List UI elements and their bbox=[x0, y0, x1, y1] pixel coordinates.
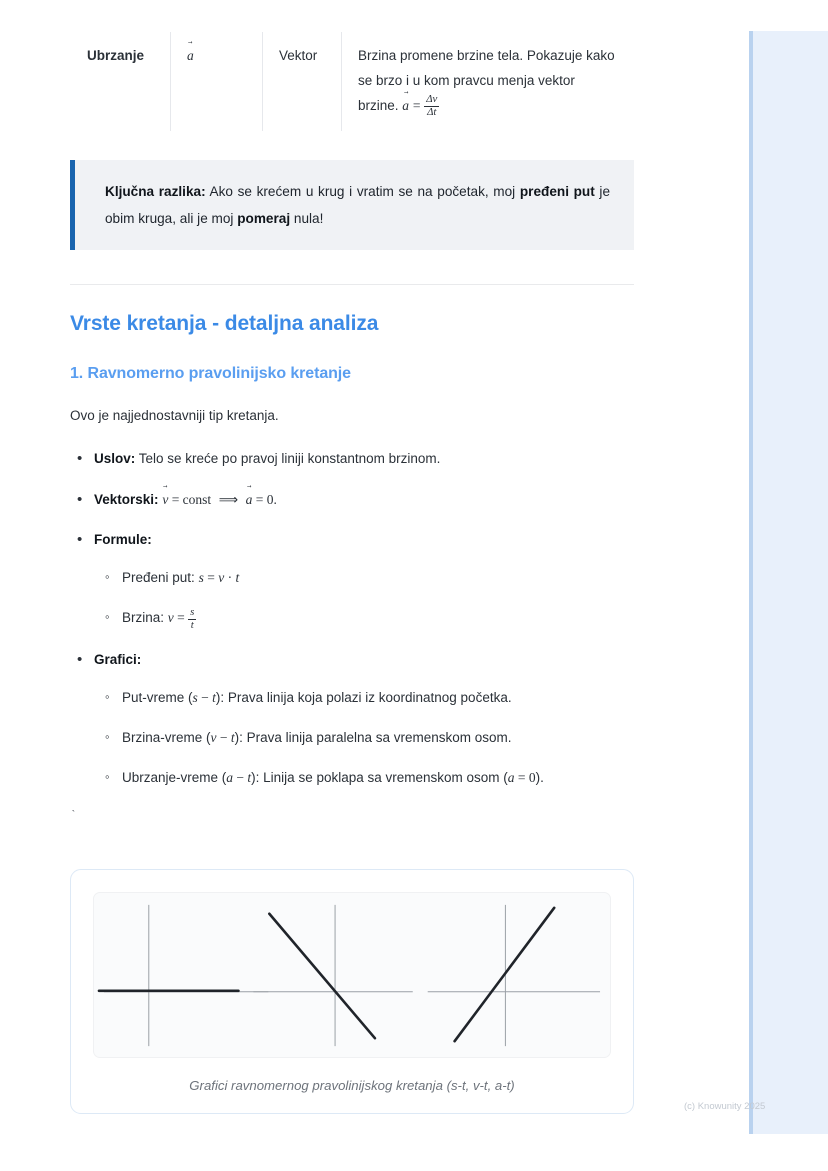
put-vreme-sym-t: t bbox=[212, 689, 216, 705]
ubrzanje-vreme-sym-a: a bbox=[226, 770, 234, 786]
desc-line-1: Brzina promene brzine tela. Pokazuje bbox=[358, 48, 583, 63]
vektorski-label: Vektorski: bbox=[94, 491, 159, 507]
brzina-vreme-pre: Brzina-vreme ( bbox=[122, 730, 211, 746]
right-side-panel-edge bbox=[749, 31, 753, 1134]
put-vreme-sym-s: s bbox=[192, 689, 198, 705]
fraction-numerator-s: s bbox=[190, 605, 195, 618]
symbol-acceleration-vector-2: a → bbox=[246, 488, 253, 512]
grafici-label: Grafici: bbox=[94, 652, 142, 668]
motion-graphs-svg bbox=[94, 893, 610, 1057]
table-cell-description bbox=[342, 32, 634, 132]
uslov-text: Telo se kreće po pravoj liniji konstantnom brzinom. bbox=[135, 451, 441, 467]
graph-1-horizontal-line bbox=[99, 905, 268, 1046]
ubrzanje-vreme-post: ): Linija se poklapa sa vremenskom osom ( bbox=[251, 770, 508, 786]
callout-text-a: Ako se krećem u krug i vratim se na početak, moj bbox=[205, 183, 520, 199]
ubrzanje-vreme-tail-close: ). bbox=[535, 770, 544, 786]
formula-v: v bbox=[218, 570, 225, 586]
brzina-vreme-sym-t: t bbox=[230, 730, 235, 746]
uslov-label: Uslov: bbox=[94, 451, 136, 467]
list-item-brzina bbox=[122, 606, 634, 631]
footer-copyright: (c) Knowunity 2025 bbox=[684, 1101, 766, 1112]
stray-backtick-text: ` bbox=[70, 809, 77, 822]
list-item-brzina-vreme bbox=[122, 726, 634, 750]
figure-caption: Grafici ravnomernog pravolinijskog kretanja (s-t, v-t, a-t) bbox=[189, 1077, 515, 1093]
formula-dot: · bbox=[224, 570, 236, 586]
put-vreme-dash: − bbox=[197, 689, 213, 705]
vektorski-eq-const: = const bbox=[168, 491, 212, 507]
ubrzanje-vreme-tail-sym: a bbox=[507, 770, 515, 786]
graph-2-negative-slope bbox=[253, 905, 412, 1046]
grafici-sublist bbox=[94, 686, 634, 791]
brzina-vreme-post: ): Prava linija paralelna sa vremenskom osom. bbox=[234, 730, 512, 746]
fraction-denominator-t: t bbox=[188, 619, 196, 632]
ubrzanje-vreme-tail-eq: = 0 bbox=[514, 770, 536, 786]
concept-table bbox=[70, 31, 634, 132]
callout-text-e: nula! bbox=[290, 211, 324, 227]
formula-fraction-s-over-t bbox=[188, 607, 196, 631]
graph-2-curve-decreasing bbox=[269, 913, 375, 1037]
put-vreme-pre: Put-vreme ( bbox=[122, 689, 193, 705]
list-item-put-vreme bbox=[122, 686, 634, 710]
table-row bbox=[71, 32, 634, 132]
formula-equals-1: = bbox=[203, 570, 219, 586]
formula-v-2: v bbox=[167, 610, 174, 626]
ubrzanje-vreme-pre: Ubrzanje-vreme ( bbox=[122, 770, 227, 786]
fraction-numerator: Δv bbox=[426, 93, 438, 106]
document-content bbox=[70, 0, 634, 1114]
ubrzanje-vreme-sym-t: t bbox=[247, 770, 252, 786]
list-item-grafici bbox=[94, 648, 634, 791]
formula-fraction-delta-v-over-delta-t bbox=[424, 94, 439, 118]
formule-sublist bbox=[94, 566, 634, 631]
list-item-ubrzanje-vreme bbox=[122, 766, 634, 790]
formule-label: Formule: bbox=[94, 532, 152, 548]
formula-lhs-acceleration: a → bbox=[402, 94, 409, 119]
table-cell-symbol bbox=[171, 32, 263, 132]
intro-paragraph: Ovo je najjednostavniji tip kretanja. bbox=[70, 408, 279, 424]
list-item-uslov bbox=[94, 447, 634, 471]
graphs-plot-area bbox=[93, 892, 611, 1058]
list-item-predjeni-put bbox=[122, 566, 634, 590]
page-title: Vrste kretanja - detaljna analiza bbox=[70, 312, 379, 336]
brzina-vreme-dash: − bbox=[216, 730, 231, 746]
formula-t: t bbox=[235, 570, 240, 586]
desc-line-2: kako se brzo i u kom pravcu menja bbox=[358, 48, 615, 88]
section-divider bbox=[70, 284, 634, 285]
graph-3-positive-slope bbox=[428, 905, 600, 1046]
formula-equals-2: = bbox=[173, 610, 189, 626]
predjeni-put-text: Pređeni put: bbox=[122, 570, 199, 586]
list-item-vektorski bbox=[94, 488, 634, 512]
put-vreme-post: ): Prava linija koja polazi iz koordinatnog početka. bbox=[215, 689, 512, 705]
brzina-text: Brzina: bbox=[122, 610, 168, 626]
vektorski-eq-zero: = 0. bbox=[252, 491, 277, 507]
callout-lead-label: Ključna razlika: bbox=[105, 183, 206, 199]
callout-bold-predjeni-put: pređeni put bbox=[519, 183, 595, 199]
graph-3-curve-increasing bbox=[455, 908, 555, 1041]
table-cell-term: Ubrzanje bbox=[71, 32, 171, 132]
list-item-formule bbox=[94, 528, 634, 631]
symbol-velocity-vector: v → bbox=[162, 488, 168, 512]
fraction-denominator: Δt bbox=[424, 106, 439, 119]
table-cell-type: Vektor bbox=[263, 32, 342, 132]
figure-container bbox=[70, 869, 634, 1114]
right-side-panel bbox=[749, 31, 828, 1134]
desc-line-3: vektor brzine. bbox=[358, 72, 575, 113]
callout-text-c: je obim kruga, ali je moj bbox=[105, 183, 611, 227]
formula-equals: = bbox=[412, 97, 421, 113]
subsection-title: 1. Ravnomerno pravolinijsko kretanje bbox=[70, 365, 351, 383]
brzina-vreme-sym-v: v bbox=[210, 730, 217, 746]
properties-list bbox=[70, 447, 634, 791]
implies-arrow-icon: ⟹ bbox=[218, 491, 239, 507]
formula-s: s bbox=[198, 570, 204, 586]
symbol-acceleration-vector: a → bbox=[187, 44, 194, 69]
key-difference-callout bbox=[70, 160, 634, 250]
ubrzanje-vreme-dash: − bbox=[233, 770, 248, 786]
callout-bold-pomeraj: pomeraj bbox=[237, 211, 291, 227]
